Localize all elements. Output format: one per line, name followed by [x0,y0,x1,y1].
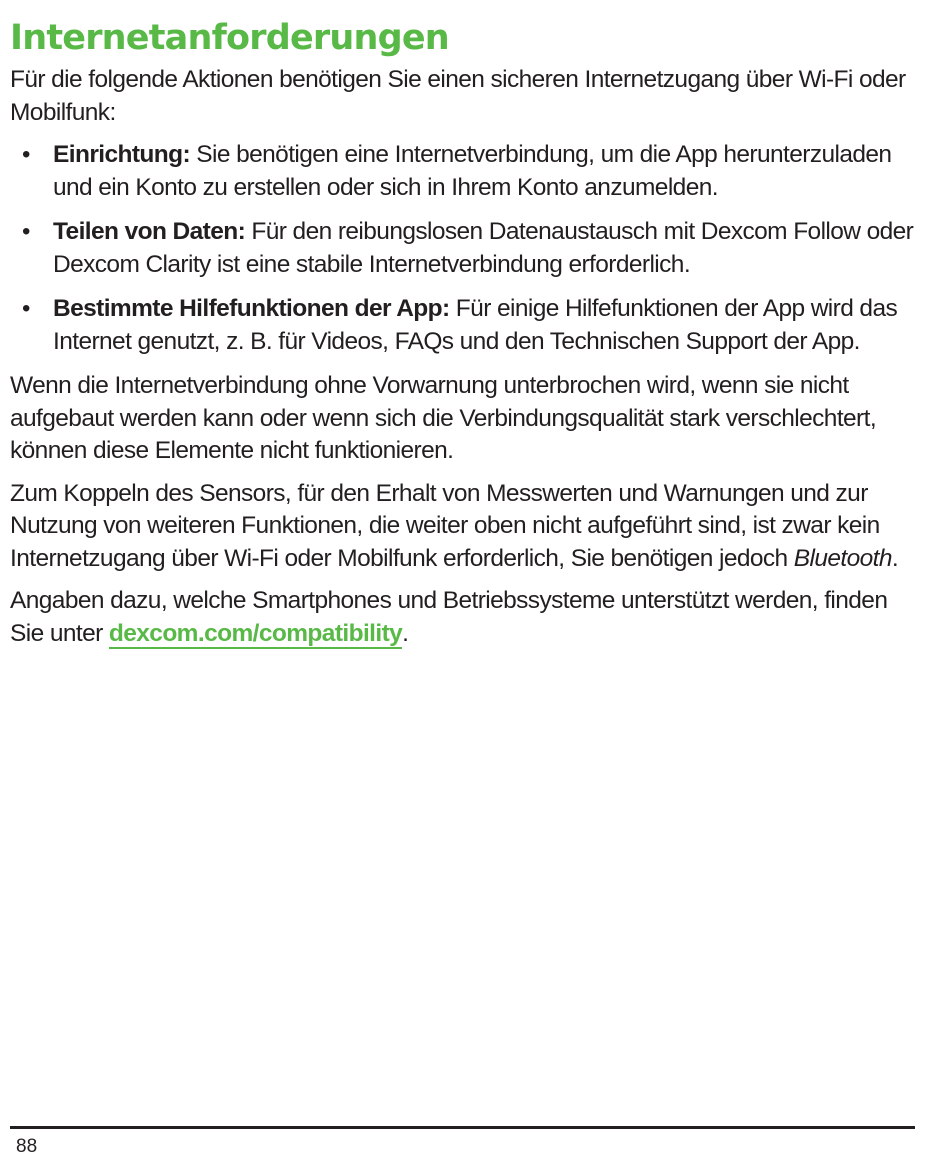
bluetooth-paragraph-text: Zum Koppeln des Sensors, für den Erhalt von Messwerten und Warnungen und zur Nutzung von weiteren Funktionen, die weiter oben nicht aufgeführt sind, ist zwar kein Internetzugang über Wi-Fi oder Mobilfunk erforderlich, Sie benötigen jedoch [10,479,880,572]
document-page [10,18,925,660]
compatibility-link[interactable]: dexcom.com/compatibility [108,619,403,647]
footer-divider [10,1126,915,1129]
list-item-text: Sie benötigen eine Internetverbindung, um die App herunterzuladen und ein Konto zu erstellen oder sich in Ihrem Konto anzumelden. [53,141,892,201]
compatibility-paragraph-end: . [402,619,409,647]
list-item-help-functions [10,293,925,358]
intro-paragraph: Für die folgende Aktionen benötigen Sie einen sicheren Internetzugang über Wi-Fi oder Mobilfunk: [10,66,906,126]
list-item-data-sharing [10,216,925,281]
bluetooth-emphasis: Bluetooth [793,544,892,572]
warning-paragraph: Wenn die Internetverbindung ohne Vorwarnung unterbrochen wird, wenn sie nicht aufgebaut werden kann oder wenn sich die Verbindungsqualität stark verschlechtert, können diese Elemente nicht funktionieren. [10,372,877,465]
list-item-text: Für den reibungslosen Datenaustausch mit Dexcom Follow oder Dexcom Clarity ist eine stabile Internetverbindung erforderlich. [53,218,914,278]
bullet-icon: • [22,141,30,169]
page-title: Internetanforderungen [10,18,449,58]
compatibility-paragraph [10,585,925,650]
bullet-icon: • [22,218,30,246]
bluetooth-paragraph-end: . [891,544,899,572]
list-item-term: Einrichtung: [53,141,191,169]
list-item-setup [10,139,925,204]
compatibility-paragraph-text: Angaben dazu, welche Smartphones und Betriebssysteme unterstützt werden, finden Sie unter [10,587,888,647]
requirements-list [10,139,925,358]
list-item-term: Bestimmte Hilfefunktionen der App: [53,295,450,323]
bullet-icon: • [22,295,30,323]
page-number: 88 [16,1136,38,1157]
list-item-term: Teilen von Daten: [53,218,246,246]
list-item-text: Für einige Hilfefunktionen der App wird das Internet genutzt, z. B. für Videos, FAQs und den Technischen Support der App. [53,295,898,355]
bluetooth-paragraph [10,478,925,576]
